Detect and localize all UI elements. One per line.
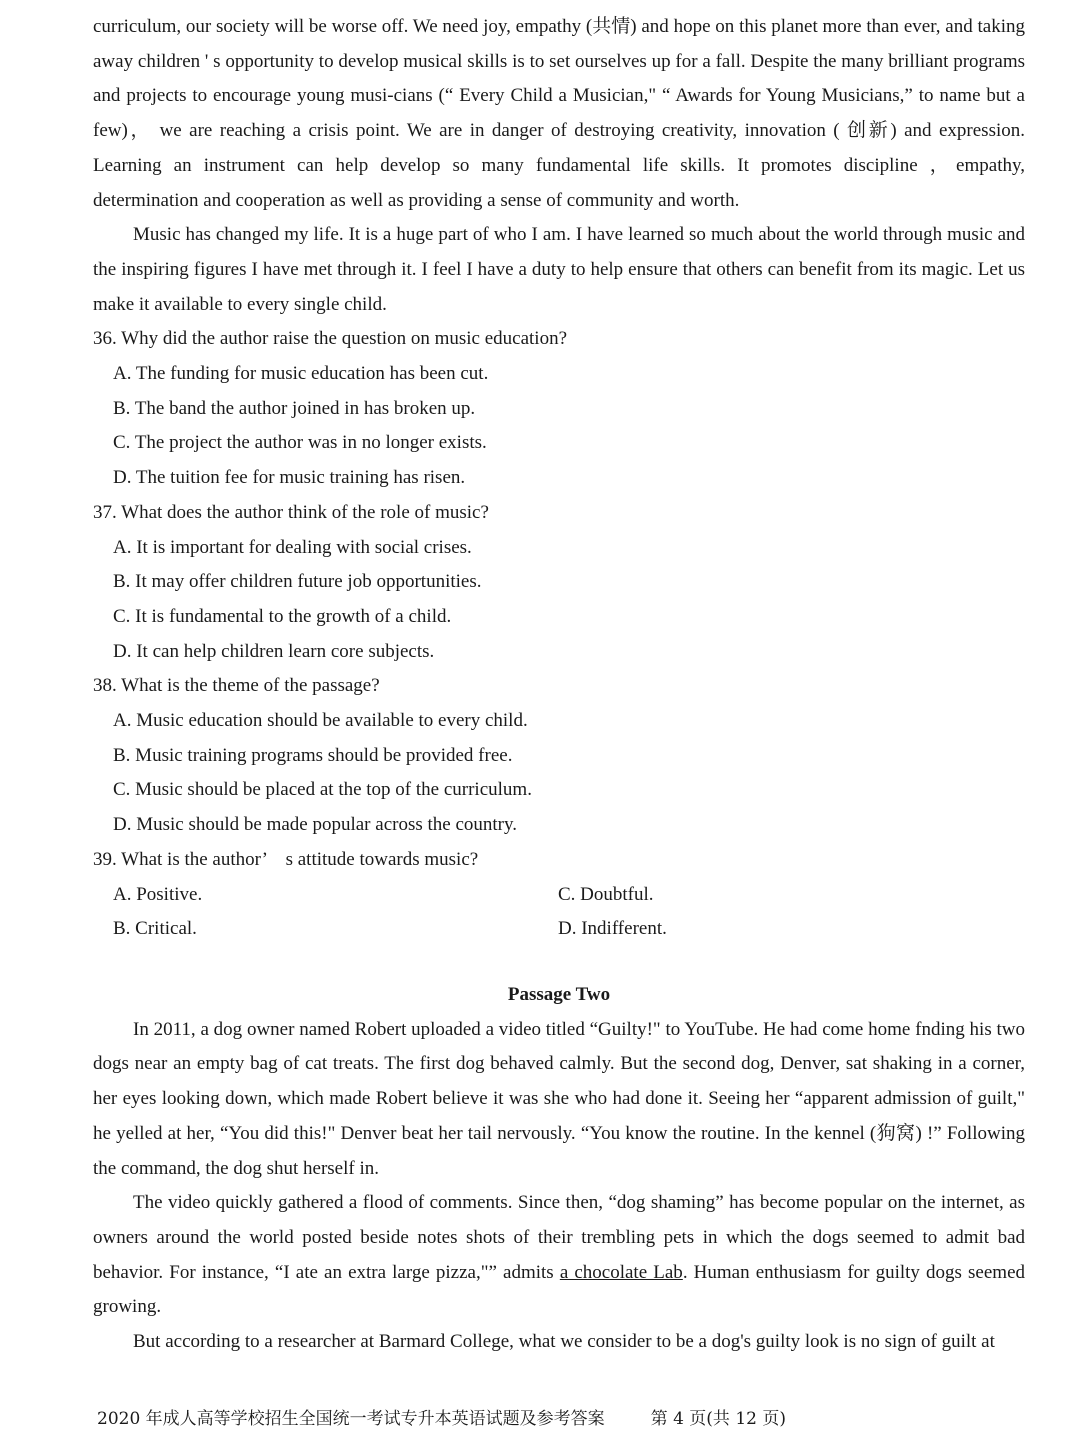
option-d: D. Music should be made popular across the country. [113,814,518,836]
option-b: B. The band the author joined in has broken up. [113,397,476,419]
question-36 [93,322,1025,496]
option-b: B. Critical. [113,918,197,940]
page-footer [97,1404,786,1429]
question-stem: 36. Why did the author raise the question on music education? [93,328,568,350]
option-a: A. Music education should be available to every child. [113,710,528,732]
option-b: B. Music training programs should be provided free. [113,744,513,766]
underlined-phrase: a chocolate Lab [559,1261,683,1283]
passage-one-paragraph-1: curriculum, our society will be worse off. We need joy, empathy (共情) and hope on this planet more than ever, and taking away children ' s opportunity to develop musical skills is to set ourselves up for a fall. Despite the many brilliant programs and projects to encourage young musi-cians (“ Every Child a Musician," “ Awards for Young Musicians,” to name but a few)， we are reaching a crisis point. We are in danger of destroying creativity, innovation ( 创新) and expression. Learning an instrument can help develop so many fundamental life skills. It promotes discipline ，empathy, determination and cooperation as well as providing a sense of community and worth. [93,16,1025,211]
question-stem: 37. What does the author think of the role of music? [93,501,489,523]
paragraph-text: . Human enthusiasm for guilty dogs seemed growing. [93,1261,1026,1318]
question-stem: 38. What is the theme of the passage? [93,675,380,697]
option-row [93,912,1025,947]
question-stem: 39. What is the author’ s attitude towards music? [93,848,479,870]
question-38 [93,669,1025,843]
option-d: D. It can help children learn core subjects. [113,640,435,662]
option-c: C. It is fundamental to the growth of a child. [113,605,452,627]
paragraph-text: The video quickly gathered a flood of comments. Since then, “dog shaming” has become popular on the internet, as owners around the world posted beside notes shots of their trembling pets in which the dogs seemed to admit bad behavior. For instance, “I ate an extra large pizza,"” admits [93,1192,1025,1283]
passage-two-paragraph-1: In 2011, a dog owner named Robert uploaded a video titled “Guilty!" to YouTube. He had come home fnding his two dogs near an empty bag of cat treats. The first dog behaved calmly. But the second dog, Denver, sat shaking in a corner, her eyes looking down, which made Robert believe it was she who had done it. Seeing her “apparent admission of guilt," he yelled at her, “You did this!" Denver beat her tail nervously. “You know the routine. In the kennel (狗窝) !” Following the command, the dog shut herself in. [93,1018,1025,1179]
passage-two-title: Passage Two [507,983,611,1005]
footer-title: 2020 年成人高等学校招生全国统一考试专升本英语试题及参考答案 [97,1409,605,1429]
question-37 [93,496,1025,670]
page-number: 第 4 页(共 12 页) [650,1409,786,1429]
option-d: D. The tuition fee for music training has risen. [113,467,466,489]
option-b: B. It may offer children future job opportunities. [113,571,482,593]
option-d: D. Indifferent. [558,918,667,940]
option-row [93,878,1025,913]
option-c: C. Doubtful. [558,883,654,905]
passage-one-paragraph-2: Music has changed my life. It is a huge part of who I am. I have learned so much about the world through music and the inspiring figures I have met through it. I feel I have a duty to help ensure that others can benefit from its magic. Let us make it available to every single child. [93,224,1025,315]
option-c: C. The project the author was in no longer exists. [113,432,487,454]
option-c: C. Music should be placed at the top of the curriculum. [113,779,532,801]
passage-two-paragraph-3: But according to a researcher at Barmard College, what we consider to be a dog's guilty look is no sign of guilt at [133,1331,995,1353]
option-a: A. The funding for music education has been cut. [113,363,489,385]
option-a: A. It is important for dealing with social crises. [113,536,472,558]
option-a: A. Positive. [113,883,203,905]
passage-two-paragraph-2 [93,1186,1025,1325]
page-content [93,10,1025,1360]
question-39 [93,843,1025,947]
